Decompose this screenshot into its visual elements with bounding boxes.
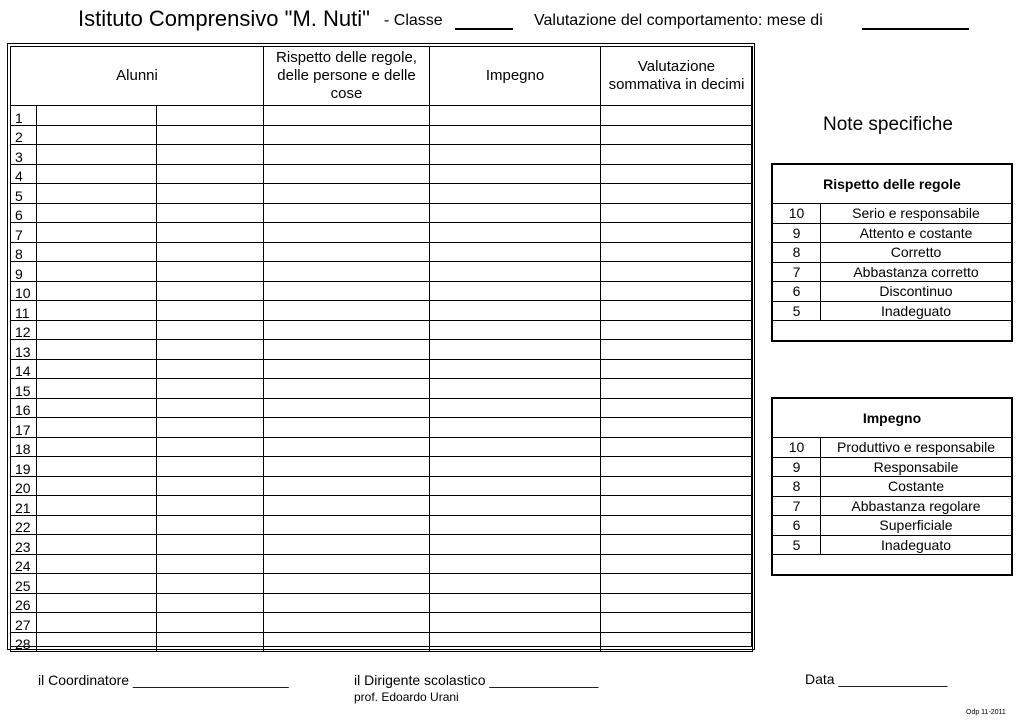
legend-row <box>773 262 1011 282</box>
surname-cell[interactable] <box>37 359 157 379</box>
column-header-rules: Rispetto delle regole, delle persone e delle cose <box>264 47 430 106</box>
column-header-summary: Valutazione sommativa in decimi <box>601 47 753 106</box>
name-cell[interactable] <box>157 106 264 126</box>
legend-row <box>773 243 1011 263</box>
rules-cell[interactable] <box>264 164 430 184</box>
name-cell[interactable] <box>157 203 264 223</box>
legend-label: Discontinuo <box>821 282 1012 302</box>
row-number: 16 <box>11 398 37 418</box>
name-cell[interactable] <box>157 125 264 145</box>
effort-cell[interactable] <box>430 340 601 360</box>
row-number: 5 <box>11 184 37 204</box>
surname-cell[interactable] <box>37 515 157 535</box>
effort-cell[interactable] <box>430 593 601 613</box>
effort-cell[interactable] <box>430 145 601 165</box>
effort-cell[interactable] <box>430 184 601 204</box>
rules-cell[interactable] <box>264 437 430 457</box>
row-number: 23 <box>11 535 37 555</box>
effort-cell[interactable] <box>430 476 601 496</box>
legend-impegno-title: Impegno <box>773 399 1011 438</box>
legend-label: Serio e responsabile <box>821 204 1012 223</box>
effort-cell[interactable] <box>430 418 601 438</box>
surname-cell[interactable] <box>37 223 157 243</box>
rules-cell[interactable] <box>264 515 430 535</box>
summary-cell[interactable] <box>601 535 753 555</box>
effort-cell[interactable] <box>430 281 601 301</box>
name-cell[interactable] <box>157 281 264 301</box>
legend-row <box>773 477 1011 497</box>
rules-cell[interactable] <box>264 281 430 301</box>
rules-cell[interactable] <box>264 203 430 223</box>
table-header-row <box>11 47 753 106</box>
name-cell[interactable] <box>157 632 264 652</box>
effort-cell[interactable] <box>430 301 601 321</box>
surname-cell[interactable] <box>37 184 157 204</box>
effort-cell[interactable] <box>430 125 601 145</box>
summary-cell[interactable] <box>601 359 753 379</box>
summary-cell[interactable] <box>601 203 753 223</box>
summary-cell[interactable] <box>601 340 753 360</box>
legend-value: 6 <box>773 282 821 302</box>
name-cell[interactable] <box>157 437 264 457</box>
effort-cell[interactable] <box>430 554 601 574</box>
legend-rispetto-title: Rispetto delle regole <box>773 165 1011 204</box>
summary-cell[interactable] <box>601 593 753 613</box>
rules-cell[interactable] <box>264 242 430 262</box>
row-number: 4 <box>11 164 37 184</box>
summary-cell[interactable] <box>601 437 753 457</box>
surname-cell[interactable] <box>37 320 157 340</box>
row-number: 25 <box>11 574 37 594</box>
name-cell[interactable] <box>157 457 264 477</box>
effort-cell[interactable] <box>430 164 601 184</box>
table-row <box>11 145 753 165</box>
effort-cell[interactable] <box>430 496 601 516</box>
name-cell[interactable] <box>157 418 264 438</box>
name-cell[interactable] <box>157 301 264 321</box>
row-number: 22 <box>11 515 37 535</box>
table-row <box>11 496 753 516</box>
name-cell[interactable] <box>157 340 264 360</box>
table-row <box>11 379 753 399</box>
rules-cell[interactable] <box>264 184 430 204</box>
name-cell[interactable] <box>157 184 264 204</box>
surname-cell[interactable] <box>37 145 157 165</box>
legend-row <box>773 301 1011 321</box>
summary-cell[interactable] <box>601 574 753 594</box>
legend-value: 10 <box>773 438 821 457</box>
legend-row <box>773 204 1011 223</box>
surname-cell[interactable] <box>37 613 157 633</box>
table-row <box>11 593 753 613</box>
legend-value: 5 <box>773 301 821 321</box>
table-row <box>11 359 753 379</box>
name-cell[interactable] <box>157 379 264 399</box>
table-row <box>11 574 753 594</box>
summary-cell[interactable] <box>601 106 753 126</box>
summary-cell[interactable] <box>601 496 753 516</box>
row-number: 14 <box>11 359 37 379</box>
class-label: - Classe <box>384 12 443 29</box>
surname-cell[interactable] <box>37 418 157 438</box>
row-number: 26 <box>11 593 37 613</box>
surname-cell[interactable] <box>37 203 157 223</box>
notes-title: Note specifiche <box>823 114 953 135</box>
summary-cell[interactable] <box>601 554 753 574</box>
row-number: 20 <box>11 476 37 496</box>
school-name: Istituto Comprensivo "M. Nuti" <box>78 6 370 31</box>
surname-cell[interactable] <box>37 164 157 184</box>
table-row <box>11 515 753 535</box>
name-cell[interactable] <box>157 554 264 574</box>
column-header-students: Alunni <box>11 47 264 106</box>
rules-cell[interactable] <box>264 262 430 282</box>
table-row <box>11 301 753 321</box>
legend-label: Superficiale <box>821 516 1012 536</box>
name-cell[interactable] <box>157 515 264 535</box>
table-row <box>11 476 753 496</box>
legend-label: Inadeguato <box>821 535 1012 555</box>
effort-cell[interactable] <box>430 613 601 633</box>
summary-cell[interactable] <box>601 301 753 321</box>
legend-rispetto-list <box>773 204 1011 321</box>
name-cell[interactable] <box>157 593 264 613</box>
legend-row <box>773 496 1011 516</box>
effort-cell[interactable] <box>430 262 601 282</box>
legend-row <box>773 282 1011 302</box>
summary-cell[interactable] <box>601 145 753 165</box>
row-number: 1 <box>11 106 37 126</box>
legend-label: Produttivo e responsabile <box>821 438 1012 457</box>
legend-row <box>773 223 1011 243</box>
table-row <box>11 164 753 184</box>
effort-cell[interactable] <box>430 437 601 457</box>
row-number: 2 <box>11 125 37 145</box>
legend-footer <box>773 555 1011 574</box>
legend-label: Corretto <box>821 243 1012 263</box>
row-number: 19 <box>11 457 37 477</box>
surname-cell[interactable] <box>37 457 157 477</box>
legend-label: Attento e costante <box>821 223 1012 243</box>
rules-cell[interactable] <box>264 145 430 165</box>
effort-cell[interactable] <box>430 242 601 262</box>
table-row <box>11 398 753 418</box>
surname-cell[interactable] <box>37 476 157 496</box>
date-field: Data ______________ <box>805 671 948 687</box>
name-cell[interactable] <box>157 535 264 555</box>
page-header <box>0 4 1021 34</box>
rules-cell[interactable] <box>264 574 430 594</box>
rules-cell[interactable] <box>264 301 430 321</box>
evaluation-label: Valutazione del comportamento: mese di <box>534 12 823 29</box>
name-cell[interactable] <box>157 398 264 418</box>
row-number: 28 <box>11 632 37 652</box>
rules-cell[interactable] <box>264 320 430 340</box>
principal-name: prof. Edoardo Urani <box>354 690 459 704</box>
rules-cell[interactable] <box>264 535 430 555</box>
name-cell[interactable] <box>157 242 264 262</box>
surname-cell[interactable] <box>37 106 157 126</box>
surname-cell[interactable] <box>37 379 157 399</box>
rules-cell[interactable] <box>264 457 430 477</box>
legend-row <box>773 535 1011 555</box>
summary-cell[interactable] <box>601 184 753 204</box>
row-number: 10 <box>11 281 37 301</box>
row-number: 21 <box>11 496 37 516</box>
legend-value: 5 <box>773 535 821 555</box>
surname-cell[interactable] <box>37 574 157 594</box>
students-table <box>10 46 753 652</box>
name-cell[interactable] <box>157 574 264 594</box>
legend-value: 7 <box>773 496 821 516</box>
legend-footer <box>773 321 1011 340</box>
rules-cell[interactable] <box>264 125 430 145</box>
legend-label: Abbastanza corretto <box>821 262 1012 282</box>
legend-value: 8 <box>773 243 821 263</box>
row-number: 13 <box>11 340 37 360</box>
surname-cell[interactable] <box>37 301 157 321</box>
effort-cell[interactable] <box>430 574 601 594</box>
row-number: 9 <box>11 262 37 282</box>
rules-cell[interactable] <box>264 476 430 496</box>
legend-label: Abbastanza regolare <box>821 496 1012 516</box>
table-row <box>11 262 753 282</box>
table-row <box>11 242 753 262</box>
summary-cell[interactable] <box>601 125 753 145</box>
name-cell[interactable] <box>157 613 264 633</box>
month-blank[interactable] <box>862 28 969 30</box>
effort-cell[interactable] <box>430 379 601 399</box>
summary-cell[interactable] <box>601 164 753 184</box>
surname-cell[interactable] <box>37 496 157 516</box>
effort-cell[interactable] <box>430 359 601 379</box>
table-body <box>11 106 753 652</box>
table-row <box>11 320 753 340</box>
table-row <box>11 106 753 126</box>
table-row <box>11 223 753 243</box>
row-number: 17 <box>11 418 37 438</box>
summary-cell[interactable] <box>601 242 753 262</box>
row-number: 24 <box>11 554 37 574</box>
rules-cell[interactable] <box>264 613 430 633</box>
table-row <box>11 125 753 145</box>
table-row <box>11 457 753 477</box>
rules-cell[interactable] <box>264 496 430 516</box>
summary-cell[interactable] <box>601 515 753 535</box>
rules-cell[interactable] <box>264 379 430 399</box>
legend-impegno-list <box>773 438 1011 555</box>
effort-cell[interactable] <box>430 223 601 243</box>
table-row <box>11 418 753 438</box>
effort-cell[interactable] <box>430 320 601 340</box>
row-number: 15 <box>11 379 37 399</box>
row-number: 6 <box>11 203 37 223</box>
effort-cell[interactable] <box>430 457 601 477</box>
name-cell[interactable] <box>157 359 264 379</box>
summary-cell[interactable] <box>601 320 753 340</box>
summary-cell[interactable] <box>601 398 753 418</box>
summary-cell[interactable] <box>601 262 753 282</box>
summary-cell[interactable] <box>601 379 753 399</box>
rules-cell[interactable] <box>264 632 430 652</box>
surname-cell[interactable] <box>37 554 157 574</box>
rules-cell[interactable] <box>264 554 430 574</box>
legend-label: Responsabile <box>821 457 1012 477</box>
legend-value: 7 <box>773 262 821 282</box>
effort-cell[interactable] <box>430 535 601 555</box>
row-number: 8 <box>11 242 37 262</box>
legend-rispetto <box>771 163 1013 342</box>
summary-cell[interactable] <box>601 223 753 243</box>
effort-cell[interactable] <box>430 106 601 126</box>
surname-cell[interactable] <box>37 281 157 301</box>
effort-cell[interactable] <box>430 203 601 223</box>
legend-value: 9 <box>773 223 821 243</box>
rules-cell[interactable] <box>264 223 430 243</box>
name-cell[interactable] <box>157 262 264 282</box>
legend-impegno <box>771 397 1013 576</box>
name-cell[interactable] <box>157 223 264 243</box>
table-row <box>11 281 753 301</box>
legend-row <box>773 457 1011 477</box>
effort-cell[interactable] <box>430 515 601 535</box>
rules-cell[interactable] <box>264 398 430 418</box>
row-number: 11 <box>11 301 37 321</box>
table-row <box>11 535 753 555</box>
summary-cell[interactable] <box>601 613 753 633</box>
legend-row <box>773 516 1011 536</box>
row-number: 7 <box>11 223 37 243</box>
name-cell[interactable] <box>157 145 264 165</box>
name-cell[interactable] <box>157 496 264 516</box>
coordinator-signature: il Coordinatore ____________________ <box>38 672 289 688</box>
name-cell[interactable] <box>157 164 264 184</box>
column-header-effort: Impegno <box>430 47 601 106</box>
surname-cell[interactable] <box>37 535 157 555</box>
class-blank[interactable] <box>455 28 513 30</box>
summary-cell[interactable] <box>601 457 753 477</box>
surname-cell[interactable] <box>37 593 157 613</box>
table-row <box>11 632 753 652</box>
legend-label: Inadeguato <box>821 301 1012 321</box>
surname-cell[interactable] <box>37 632 157 652</box>
rules-cell[interactable] <box>264 359 430 379</box>
row-number: 18 <box>11 437 37 457</box>
row-number: 3 <box>11 145 37 165</box>
legend-row <box>773 438 1011 457</box>
table-row <box>11 613 753 633</box>
rules-cell[interactable] <box>264 418 430 438</box>
rules-cell[interactable] <box>264 340 430 360</box>
effort-cell[interactable] <box>430 398 601 418</box>
rules-cell[interactable] <box>264 593 430 613</box>
table-row <box>11 184 753 204</box>
legend-value: 9 <box>773 457 821 477</box>
summary-cell[interactable] <box>601 418 753 438</box>
rules-cell[interactable] <box>264 106 430 126</box>
name-cell[interactable] <box>157 476 264 496</box>
effort-cell[interactable] <box>430 632 601 652</box>
document-code: Odp 11-2011 <box>966 709 1006 716</box>
legend-value: 6 <box>773 516 821 536</box>
legend-label: Costante <box>821 477 1012 497</box>
table-row <box>11 203 753 223</box>
legend-value: 8 <box>773 477 821 497</box>
surname-cell[interactable] <box>37 242 157 262</box>
name-cell[interactable] <box>157 320 264 340</box>
surname-cell[interactable] <box>37 125 157 145</box>
summary-cell[interactable] <box>601 632 753 652</box>
legend-value: 10 <box>773 204 821 223</box>
table-row <box>11 340 753 360</box>
surname-cell[interactable] <box>37 398 157 418</box>
surname-cell[interactable] <box>37 437 157 457</box>
table-row <box>11 554 753 574</box>
surname-cell[interactable] <box>37 262 157 282</box>
summary-cell[interactable] <box>601 281 753 301</box>
table-row <box>11 437 753 457</box>
row-number: 12 <box>11 320 37 340</box>
surname-cell[interactable] <box>37 340 157 360</box>
principal-signature: il Dirigente scolastico ______________ <box>354 672 599 688</box>
summary-cell[interactable] <box>601 476 753 496</box>
row-number: 27 <box>11 613 37 633</box>
